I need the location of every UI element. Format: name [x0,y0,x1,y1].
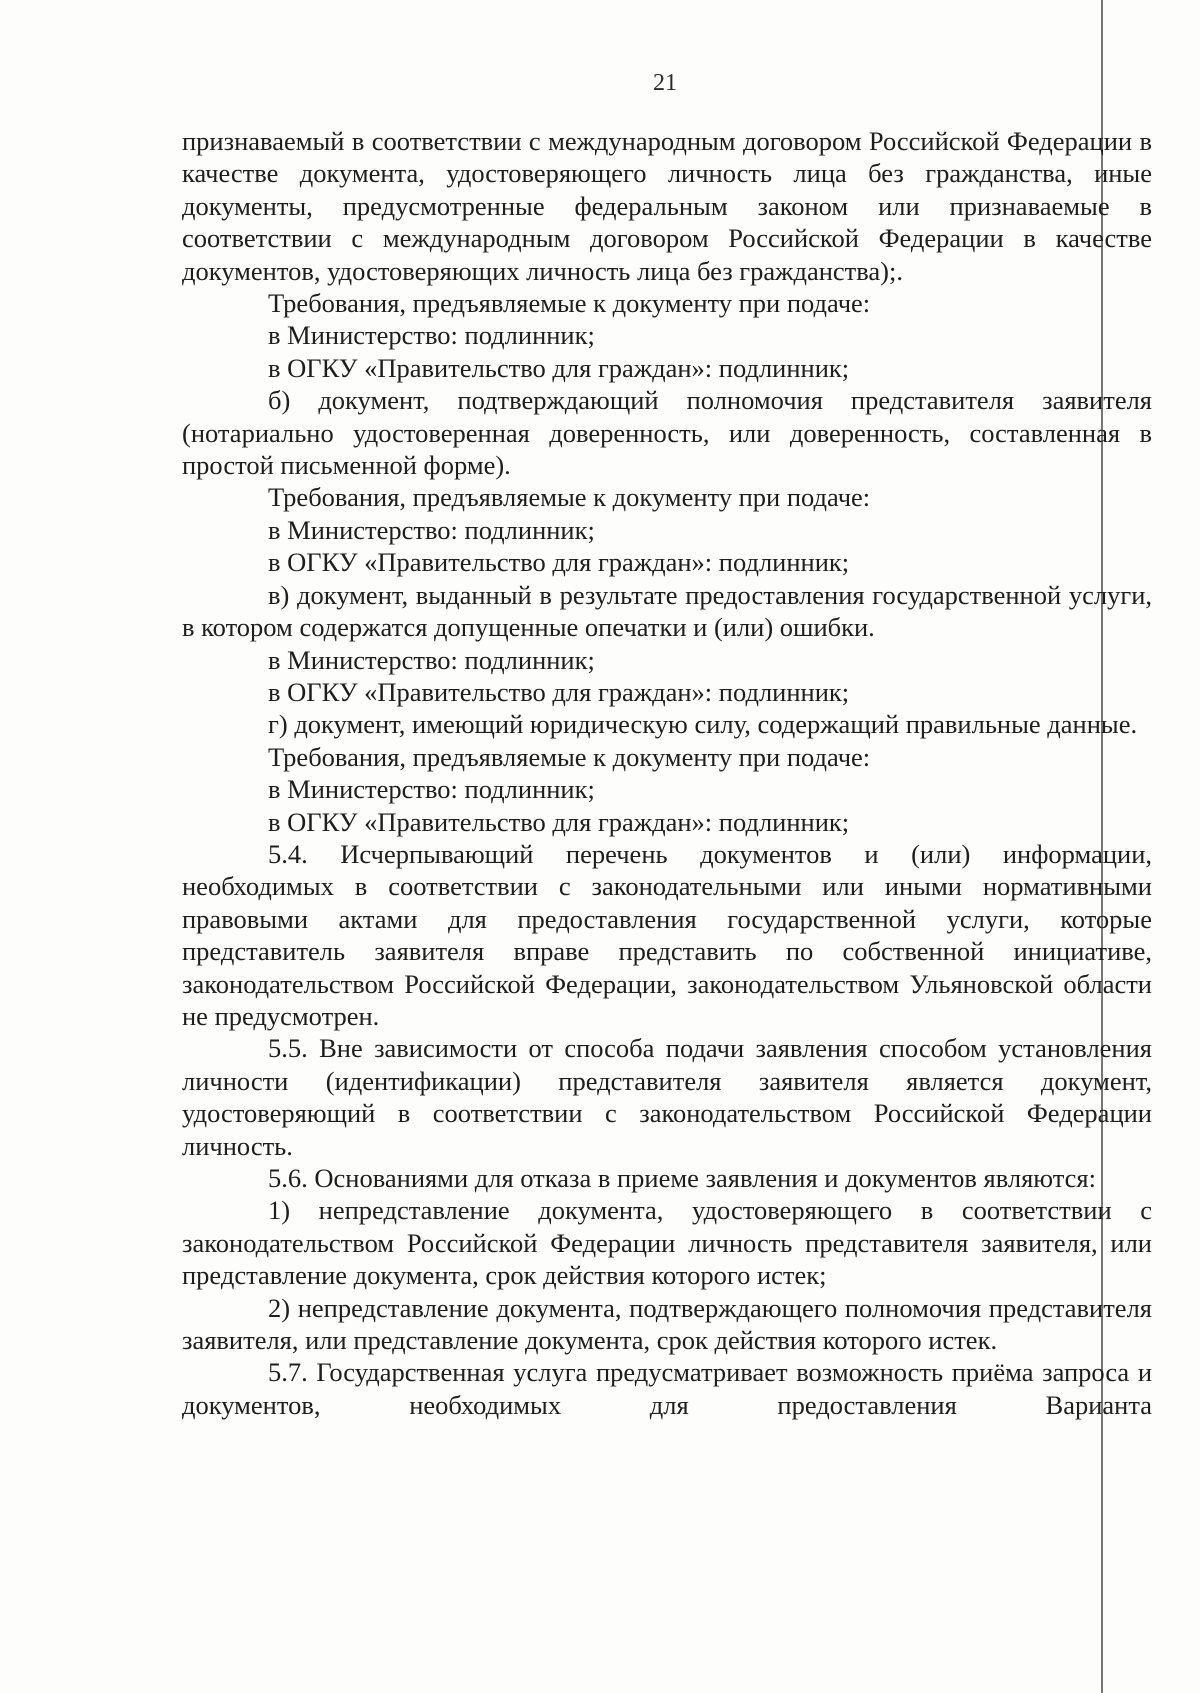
paragraph: 5.7. Государственная услуга предусматривает возможность приёма запроса и документов, необходимых для предоставления Варианта [182,1357,1152,1420]
paragraph: в Министерство: подлинник; [268,774,595,805]
paragraph: Требования, предъявляемые к документу при подаче: [268,482,871,513]
document-body [182,125,1152,1421]
paragraph: признаваемый в соответствии с международным договором Российской Федерации в качестве документа, удостоверяющего личность лица без гражданства, иные документы, предусмотренные федеральным законом или признаваемые в соответствии с международным договором Российской Федерации в качестве документов, удостоверяющих личность лица без гражданства);. [182,126,1152,286]
paragraph: Требования, предъявляемые к документу при подаче: [268,288,871,319]
paragraph: 1) непредставление документа, удостоверяющего в соответствии с законодательством Российской Федерации личность представителя заявителя, или представление документа, срок действия которого истек; [182,1195,1152,1291]
paragraph: в ОГКУ «Правительство для граждан»: подлинник; [268,547,850,578]
paragraph: б) документ, подтверждающий полномочия представителя заявителя (нотариально удостоверенная доверенность, или доверенность, составленная в простой письменной форме). [182,385,1152,481]
paragraph: 2) непредставление документа, подтверждающего полномочия представителя заявителя, или представление документа, срок действия которого истек. [182,1292,1152,1356]
paragraph: в ОГКУ «Правительство для граждан»: подлинник; [268,806,850,837]
paragraph: в Министерство: подлинник; [268,514,595,545]
paragraph: 5.6. Основаниями для отказа в приеме заявления и документов являются: [268,1163,1096,1193]
paragraph: в) документ, выданный в результате предоставления государственной услуги, в котором содержатся допущенные опечатки и (или) ошибки. [182,579,1152,643]
page-number: 21 [653,70,677,96]
paragraph: в Министерство: подлинник; [268,320,595,351]
paragraph: в ОГКУ «Правительство для граждан»: подлинник; [268,676,850,707]
paragraph: в ОГКУ «Правительство для граждан»: подлинник; [268,352,850,383]
paragraph: 5.4. Исчерпывающий перечень документов и (или) информации, необходимых в соответствии с законодательными или иными нормативными правовыми актами для предоставления государственной услуги, которые представитель заявителя вправе представить по собственной инициативе, законодательством Российской Федерации, законодательством Ульяновской области не предусмотрен. [182,838,1152,1031]
paragraph: 5.5. Вне зависимости от способа подачи заявления способом установления личности (идентификации) представителя заявителя является документ, удостоверяющий в соответствии с законодательством Российской Федерации личность. [182,1033,1152,1161]
paragraph: Требования, предъявляемые к документу при подаче: [268,741,871,772]
paragraph: г) документ, имеющий юридическую силу, содержащий правильные данные. [268,709,1138,740]
paragraph: в Министерство: подлинник; [268,644,595,675]
